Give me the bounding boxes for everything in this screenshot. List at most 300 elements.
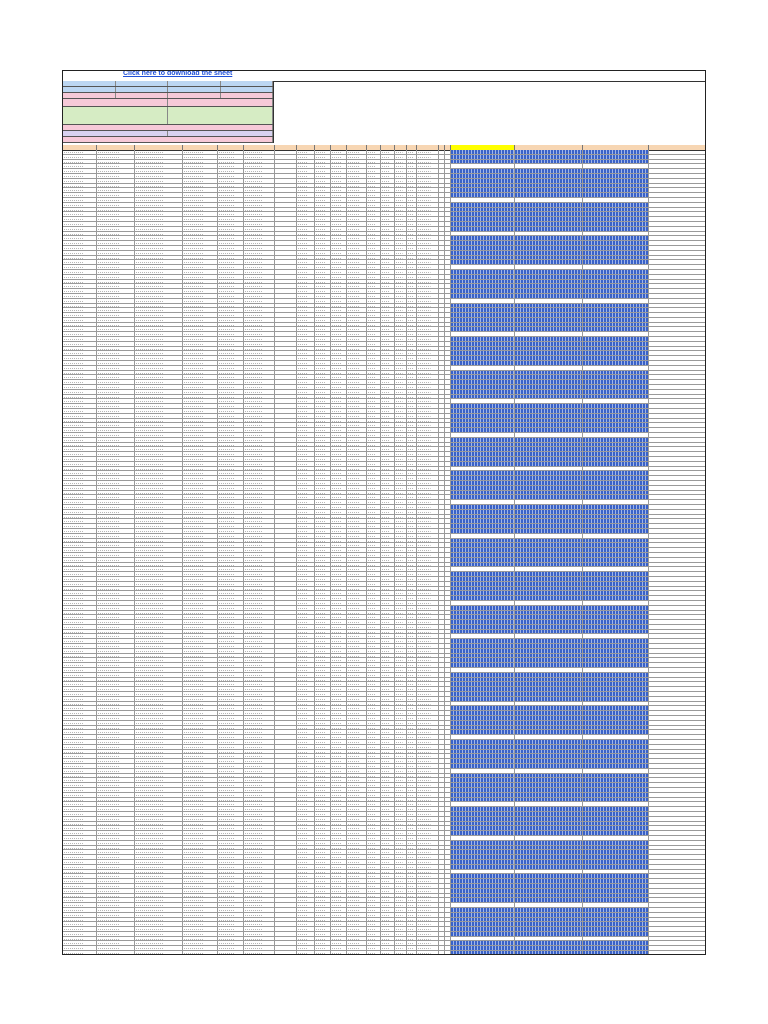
table-cell[interactable]	[583, 524, 649, 528]
table-cell[interactable]	[451, 256, 515, 260]
table-cell[interactable]	[515, 399, 583, 403]
table-cell[interactable]	[451, 356, 515, 360]
table-cell[interactable]	[451, 371, 515, 375]
table-cell[interactable]	[451, 443, 515, 447]
table-cell[interactable]	[583, 299, 649, 303]
table-cell[interactable]	[515, 155, 583, 159]
table-cell[interactable]	[583, 304, 649, 308]
table-cell[interactable]	[451, 937, 515, 941]
table-cell[interactable]	[451, 870, 515, 874]
table-cell[interactable]	[515, 505, 583, 509]
table-cell[interactable]	[583, 836, 649, 840]
table-cell[interactable]	[451, 332, 515, 336]
table-cell[interactable]	[583, 682, 649, 686]
table-cell[interactable]	[515, 625, 583, 629]
table-cell[interactable]	[583, 184, 649, 188]
table-cell[interactable]	[515, 529, 583, 533]
table-cell[interactable]	[515, 572, 583, 576]
table-cell[interactable]	[515, 174, 583, 178]
table-cell[interactable]	[515, 841, 583, 845]
table-cell[interactable]	[451, 404, 515, 408]
table-cell[interactable]	[515, 697, 583, 701]
table-cell[interactable]	[583, 510, 649, 514]
table-cell[interactable]	[515, 903, 583, 907]
table-cell[interactable]	[515, 802, 583, 806]
table-cell[interactable]	[583, 270, 649, 274]
table-cell[interactable]	[451, 721, 515, 725]
table-cell[interactable]	[451, 946, 515, 950]
download-sheet-link[interactable]: Click here to download the sheet	[123, 70, 233, 77]
table-cell[interactable]	[515, 198, 583, 202]
table-cell[interactable]	[515, 452, 583, 456]
table-cell[interactable]	[451, 692, 515, 696]
table-cell[interactable]	[451, 241, 515, 245]
table-cell[interactable]	[451, 174, 515, 178]
table-cell[interactable]	[583, 634, 649, 638]
table-cell[interactable]	[451, 351, 515, 355]
table-cell[interactable]	[583, 452, 649, 456]
table-cell[interactable]	[515, 611, 583, 615]
table-cell[interactable]	[451, 414, 515, 418]
table-cell[interactable]	[451, 740, 515, 744]
table-cell[interactable]	[583, 188, 649, 192]
table-cell[interactable]	[451, 433, 515, 437]
table-cell[interactable]	[451, 476, 515, 480]
table-cell[interactable]	[451, 649, 515, 653]
table-cell[interactable]	[515, 793, 583, 797]
table-cell[interactable]	[451, 682, 515, 686]
table-cell[interactable]	[451, 783, 515, 787]
table-cell[interactable]	[515, 212, 583, 216]
table-cell[interactable]	[515, 932, 583, 936]
table-cell[interactable]	[451, 164, 515, 168]
table-cell[interactable]	[451, 822, 515, 826]
table-cell[interactable]	[451, 639, 515, 643]
table-cell[interactable]	[583, 606, 649, 610]
table-cell[interactable]	[515, 390, 583, 394]
table-cell[interactable]	[515, 740, 583, 744]
table-cell[interactable]	[451, 596, 515, 600]
table-cell[interactable]	[515, 150, 583, 154]
table-cell[interactable]	[515, 591, 583, 595]
table-cell[interactable]	[515, 865, 583, 869]
table-cell[interactable]	[515, 543, 583, 547]
table-cell[interactable]	[451, 831, 515, 835]
table-cell[interactable]	[583, 471, 649, 475]
table-cell[interactable]	[583, 548, 649, 552]
table-cell[interactable]	[583, 539, 649, 543]
table-cell[interactable]	[583, 563, 649, 567]
table-cell[interactable]	[451, 615, 515, 619]
table-cell[interactable]	[451, 385, 515, 389]
table-cell[interactable]	[583, 294, 649, 298]
table-cell[interactable]	[515, 673, 583, 677]
table-cell[interactable]	[583, 529, 649, 533]
table-cell[interactable]	[451, 280, 515, 284]
table-cell[interactable]	[515, 630, 583, 634]
table-cell[interactable]	[451, 462, 515, 466]
table-cell[interactable]	[515, 817, 583, 821]
table-cell[interactable]	[515, 548, 583, 552]
table-cell[interactable]	[451, 855, 515, 859]
table-cell[interactable]	[583, 889, 649, 893]
table-cell[interactable]	[451, 380, 515, 384]
table-cell[interactable]	[583, 572, 649, 576]
table-cell[interactable]	[451, 898, 515, 902]
table-cell[interactable]	[515, 634, 583, 638]
table-cell[interactable]	[451, 874, 515, 878]
table-cell[interactable]	[515, 294, 583, 298]
table-cell[interactable]	[515, 918, 583, 922]
table-cell[interactable]	[451, 227, 515, 231]
table-cell[interactable]	[583, 615, 649, 619]
table-cell[interactable]	[451, 284, 515, 288]
table-cell[interactable]	[583, 793, 649, 797]
table-cell[interactable]	[515, 203, 583, 207]
table-cell[interactable]	[515, 236, 583, 240]
table-cell[interactable]	[451, 769, 515, 773]
table-cell[interactable]	[515, 361, 583, 365]
table-cell[interactable]	[515, 193, 583, 197]
table-cell[interactable]	[451, 217, 515, 221]
table-cell[interactable]	[583, 481, 649, 485]
table-cell[interactable]	[583, 687, 649, 691]
table-cell[interactable]	[515, 577, 583, 581]
table-cell[interactable]	[583, 870, 649, 874]
table-cell[interactable]	[451, 232, 515, 236]
table-cell[interactable]	[515, 711, 583, 715]
table-cell[interactable]	[451, 879, 515, 883]
table-cell[interactable]	[583, 256, 649, 260]
table-cell[interactable]	[583, 198, 649, 202]
table-cell[interactable]	[583, 644, 649, 648]
table-cell[interactable]	[515, 232, 583, 236]
table-cell[interactable]	[515, 304, 583, 308]
table-cell[interactable]	[583, 798, 649, 802]
table-cell[interactable]	[451, 510, 515, 514]
table-cell[interactable]	[515, 251, 583, 255]
table-cell[interactable]	[583, 217, 649, 221]
table-cell[interactable]	[583, 553, 649, 557]
table-cell[interactable]	[515, 855, 583, 859]
table-cell[interactable]	[515, 356, 583, 360]
table-cell[interactable]	[583, 822, 649, 826]
table-cell[interactable]	[515, 692, 583, 696]
table-cell[interactable]	[583, 788, 649, 792]
table-cell[interactable]	[583, 601, 649, 605]
table-cell[interactable]	[515, 428, 583, 432]
table-cell[interactable]	[515, 524, 583, 528]
table-cell[interactable]	[515, 596, 583, 600]
table-cell[interactable]	[583, 208, 649, 212]
table-cell[interactable]	[583, 855, 649, 859]
table-cell[interactable]	[515, 471, 583, 475]
table-cell[interactable]	[515, 951, 583, 955]
table-cell[interactable]	[583, 491, 649, 495]
table-cell[interactable]	[515, 308, 583, 312]
table-cell[interactable]	[583, 467, 649, 471]
table-cell[interactable]	[583, 515, 649, 519]
table-cell[interactable]	[515, 515, 583, 519]
table-cell[interactable]	[583, 754, 649, 758]
table-cell[interactable]	[451, 275, 515, 279]
table-cell[interactable]	[451, 697, 515, 701]
table-cell[interactable]	[515, 385, 583, 389]
table-cell[interactable]	[515, 208, 583, 212]
table-cell[interactable]	[583, 543, 649, 547]
table-cell[interactable]	[451, 759, 515, 763]
table-cell[interactable]	[583, 706, 649, 710]
table-cell[interactable]	[583, 169, 649, 173]
table-cell[interactable]	[583, 630, 649, 634]
table-cell[interactable]	[451, 778, 515, 782]
table-cell[interactable]	[451, 208, 515, 212]
table-cell[interactable]	[515, 774, 583, 778]
table-cell[interactable]	[451, 918, 515, 922]
table-cell[interactable]	[583, 567, 649, 571]
table-cell[interactable]	[515, 750, 583, 754]
table-cell[interactable]	[583, 918, 649, 922]
table-cell[interactable]	[583, 941, 649, 945]
table-cell[interactable]	[515, 462, 583, 466]
table-cell[interactable]	[515, 620, 583, 624]
table-cell[interactable]	[451, 198, 515, 202]
table-cell[interactable]	[515, 850, 583, 854]
table-cell[interactable]	[583, 486, 649, 490]
table-cell[interactable]	[515, 419, 583, 423]
table-cell[interactable]	[451, 634, 515, 638]
table-cell[interactable]	[515, 788, 583, 792]
table-cell[interactable]	[451, 572, 515, 576]
table-cell[interactable]	[583, 802, 649, 806]
table-cell[interactable]	[583, 174, 649, 178]
table-cell[interactable]	[583, 428, 649, 432]
table-cell[interactable]	[583, 879, 649, 883]
table-cell[interactable]	[451, 150, 515, 154]
table-cell[interactable]	[451, 289, 515, 293]
table-cell[interactable]	[451, 687, 515, 691]
table-cell[interactable]	[583, 658, 649, 662]
table-cell[interactable]	[583, 337, 649, 341]
table-cell[interactable]	[451, 620, 515, 624]
table-cell[interactable]	[515, 783, 583, 787]
table-cell[interactable]	[583, 850, 649, 854]
table-cell[interactable]	[515, 601, 583, 605]
table-cell[interactable]	[515, 491, 583, 495]
table-cell[interactable]	[451, 865, 515, 869]
table-cell[interactable]	[515, 409, 583, 413]
table-cell[interactable]	[583, 212, 649, 216]
table-cell[interactable]	[515, 898, 583, 902]
table-cell[interactable]	[515, 327, 583, 331]
table-cell[interactable]	[515, 457, 583, 461]
table-cell[interactable]	[583, 390, 649, 394]
table-cell[interactable]	[515, 678, 583, 682]
table-cell[interactable]	[515, 519, 583, 523]
table-cell[interactable]	[583, 265, 649, 269]
table-cell[interactable]	[515, 160, 583, 164]
table-cell[interactable]	[515, 371, 583, 375]
table-cell[interactable]	[583, 356, 649, 360]
table-cell[interactable]	[583, 193, 649, 197]
table-cell[interactable]	[583, 865, 649, 869]
table-cell[interactable]	[451, 817, 515, 821]
table-cell[interactable]	[451, 390, 515, 394]
table-cell[interactable]	[515, 380, 583, 384]
table-cell[interactable]	[515, 318, 583, 322]
table-cell[interactable]	[515, 769, 583, 773]
table-cell[interactable]	[451, 529, 515, 533]
table-cell[interactable]	[583, 251, 649, 255]
table-cell[interactable]	[583, 913, 649, 917]
table-cell[interactable]	[451, 567, 515, 571]
table-cell[interactable]	[515, 265, 583, 269]
table-cell[interactable]	[515, 313, 583, 317]
table-cell[interactable]	[515, 500, 583, 504]
table-cell[interactable]	[515, 668, 583, 672]
table-cell[interactable]	[515, 447, 583, 451]
table-cell[interactable]	[515, 606, 583, 610]
table-cell[interactable]	[515, 558, 583, 562]
table-cell[interactable]	[451, 419, 515, 423]
table-cell[interactable]	[451, 802, 515, 806]
table-cell[interactable]	[451, 423, 515, 427]
table-cell[interactable]	[451, 438, 515, 442]
table-cell[interactable]	[515, 884, 583, 888]
table-cell[interactable]	[583, 241, 649, 245]
table-cell[interactable]	[451, 644, 515, 648]
table-cell[interactable]	[515, 587, 583, 591]
table-cell[interactable]	[583, 769, 649, 773]
table-cell[interactable]	[515, 860, 583, 864]
table-cell[interactable]	[583, 927, 649, 931]
table-cell[interactable]	[451, 375, 515, 379]
table-cell[interactable]	[451, 294, 515, 298]
table-cell[interactable]	[515, 414, 583, 418]
table-cell[interactable]	[515, 467, 583, 471]
table-cell[interactable]	[583, 395, 649, 399]
table-cell[interactable]	[583, 937, 649, 941]
table-cell[interactable]	[515, 323, 583, 327]
table-cell[interactable]	[515, 826, 583, 830]
table-cell[interactable]	[583, 692, 649, 696]
table-cell[interactable]	[515, 476, 583, 480]
table-cell[interactable]	[451, 543, 515, 547]
table-cell[interactable]	[583, 232, 649, 236]
table-cell[interactable]	[515, 836, 583, 840]
table-cell[interactable]	[451, 841, 515, 845]
table-cell[interactable]	[583, 841, 649, 845]
table-cell[interactable]	[451, 927, 515, 931]
table-cell[interactable]	[451, 611, 515, 615]
table-cell[interactable]	[583, 308, 649, 312]
table-cell[interactable]	[583, 726, 649, 730]
table-cell[interactable]	[515, 889, 583, 893]
table-cell[interactable]	[451, 711, 515, 715]
table-cell[interactable]	[451, 299, 515, 303]
table-cell[interactable]	[583, 831, 649, 835]
table-cell[interactable]	[583, 227, 649, 231]
table-cell[interactable]	[583, 730, 649, 734]
table-cell[interactable]	[583, 649, 649, 653]
table-cell[interactable]	[515, 846, 583, 850]
table-cell[interactable]	[583, 462, 649, 466]
table-cell[interactable]	[451, 658, 515, 662]
table-cell[interactable]	[451, 260, 515, 264]
table-cell[interactable]	[451, 265, 515, 269]
table-cell[interactable]	[583, 505, 649, 509]
table-cell[interactable]	[451, 826, 515, 830]
table-cell[interactable]	[583, 750, 649, 754]
table-cell[interactable]	[451, 884, 515, 888]
table-cell[interactable]	[583, 318, 649, 322]
table-cell[interactable]	[583, 898, 649, 902]
table-cell[interactable]	[583, 375, 649, 379]
table-cell[interactable]	[451, 582, 515, 586]
table-cell[interactable]	[515, 822, 583, 826]
table-cell[interactable]	[583, 774, 649, 778]
table-cell[interactable]	[583, 385, 649, 389]
table-cell[interactable]	[451, 447, 515, 451]
table-cell[interactable]	[515, 798, 583, 802]
table-cell[interactable]	[451, 327, 515, 331]
table-cell[interactable]	[515, 179, 583, 183]
table-cell[interactable]	[583, 246, 649, 250]
table-cell[interactable]	[515, 510, 583, 514]
table-cell[interactable]	[515, 913, 583, 917]
table-cell[interactable]	[515, 582, 583, 586]
table-cell[interactable]	[451, 663, 515, 667]
table-cell[interactable]	[583, 932, 649, 936]
table-cell[interactable]	[451, 193, 515, 197]
table-cell[interactable]	[515, 443, 583, 447]
table-cell[interactable]	[451, 409, 515, 413]
table-cell[interactable]	[451, 457, 515, 461]
table-cell[interactable]	[583, 347, 649, 351]
table-cell[interactable]	[583, 716, 649, 720]
table-cell[interactable]	[583, 702, 649, 706]
table-cell[interactable]	[583, 826, 649, 830]
table-cell[interactable]	[515, 663, 583, 667]
table-cell[interactable]	[451, 750, 515, 754]
table-cell[interactable]	[515, 184, 583, 188]
table-cell[interactable]	[583, 817, 649, 821]
table-cell[interactable]	[583, 443, 649, 447]
table-cell[interactable]	[451, 941, 515, 945]
table-cell[interactable]	[451, 188, 515, 192]
table-cell[interactable]	[583, 812, 649, 816]
table-cell[interactable]	[583, 711, 649, 715]
table-cell[interactable]	[515, 870, 583, 874]
table-cell[interactable]	[451, 951, 515, 955]
table-cell[interactable]	[515, 351, 583, 355]
table-cell[interactable]	[583, 236, 649, 240]
table-cell[interactable]	[515, 332, 583, 336]
table-cell[interactable]	[515, 495, 583, 499]
table-cell[interactable]	[515, 730, 583, 734]
table-cell[interactable]	[583, 577, 649, 581]
table-cell[interactable]	[583, 409, 649, 413]
table-cell[interactable]	[451, 577, 515, 581]
table-cell[interactable]	[451, 807, 515, 811]
table-cell[interactable]	[583, 596, 649, 600]
table-cell[interactable]	[515, 563, 583, 567]
table-cell[interactable]	[451, 155, 515, 159]
table-cell[interactable]	[515, 639, 583, 643]
table-cell[interactable]	[583, 399, 649, 403]
table-cell[interactable]	[451, 846, 515, 850]
table-cell[interactable]	[515, 217, 583, 221]
